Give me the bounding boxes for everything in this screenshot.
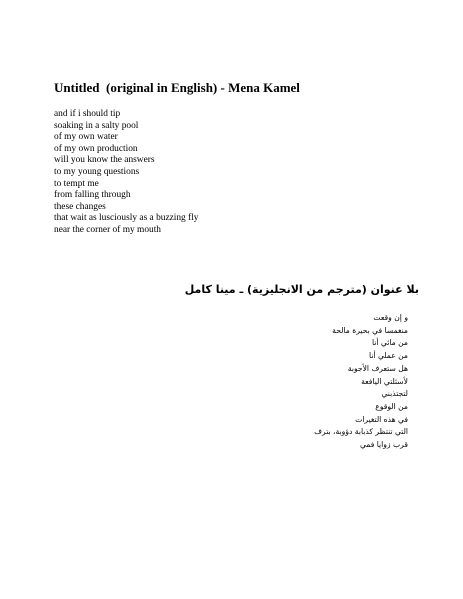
arabic-poem-body — [314, 312, 408, 452]
english-poem-line: of my own water — [54, 132, 118, 143]
english-poem-line: will you know the answers — [54, 155, 155, 166]
english-poem-body — [54, 109, 199, 237]
arabic-poem-line: لأسئلتي اليافعة — [361, 376, 408, 386]
arabic-poem-line: في هذه التغيرات — [355, 414, 408, 424]
english-poem-line: from falling through — [54, 190, 131, 201]
arabic-poem-line: من عملي أنا — [369, 351, 408, 361]
arabic-poem-line: هل ستعرف الأجوبة — [347, 363, 408, 373]
arabic-poem-line: قرب زوايا فمي — [359, 440, 408, 450]
arabic-poem-title: بلا عنوان (مترجم من الانجليزية) ـ مينا كامل — [184, 283, 419, 296]
english-poem-line: and if i should tip — [54, 109, 121, 119]
arabic-poem-line: من الوقوع — [375, 401, 408, 411]
english-poem-line: soaking in a salty pool — [54, 120, 139, 131]
english-poem-line: to tempt me — [54, 178, 99, 189]
arabic-poem-line: لتجتذبني — [381, 389, 408, 399]
arabic-poem-line: منغمسا في بحيرة مالحة — [332, 325, 408, 335]
english-poem-title: Untitled (original in English) - Mena Kamel — [54, 80, 300, 95]
arabic-poem-line: و إن وقعت — [373, 313, 408, 322]
arabic-poem-line: التي تنتظر كذبابة دؤوبة، بترف — [314, 427, 408, 437]
english-poem-line: of my own production — [54, 143, 138, 154]
arabic-poem-line: من مائي أنا — [371, 338, 408, 348]
english-poem-line: to my young questions — [54, 166, 140, 177]
english-poem-line: that wait as lusciously as a buzzing fly — [54, 213, 199, 224]
english-poem-line: these changes — [54, 201, 106, 212]
english-poem-line: near the corner of my mouth — [54, 224, 161, 235]
